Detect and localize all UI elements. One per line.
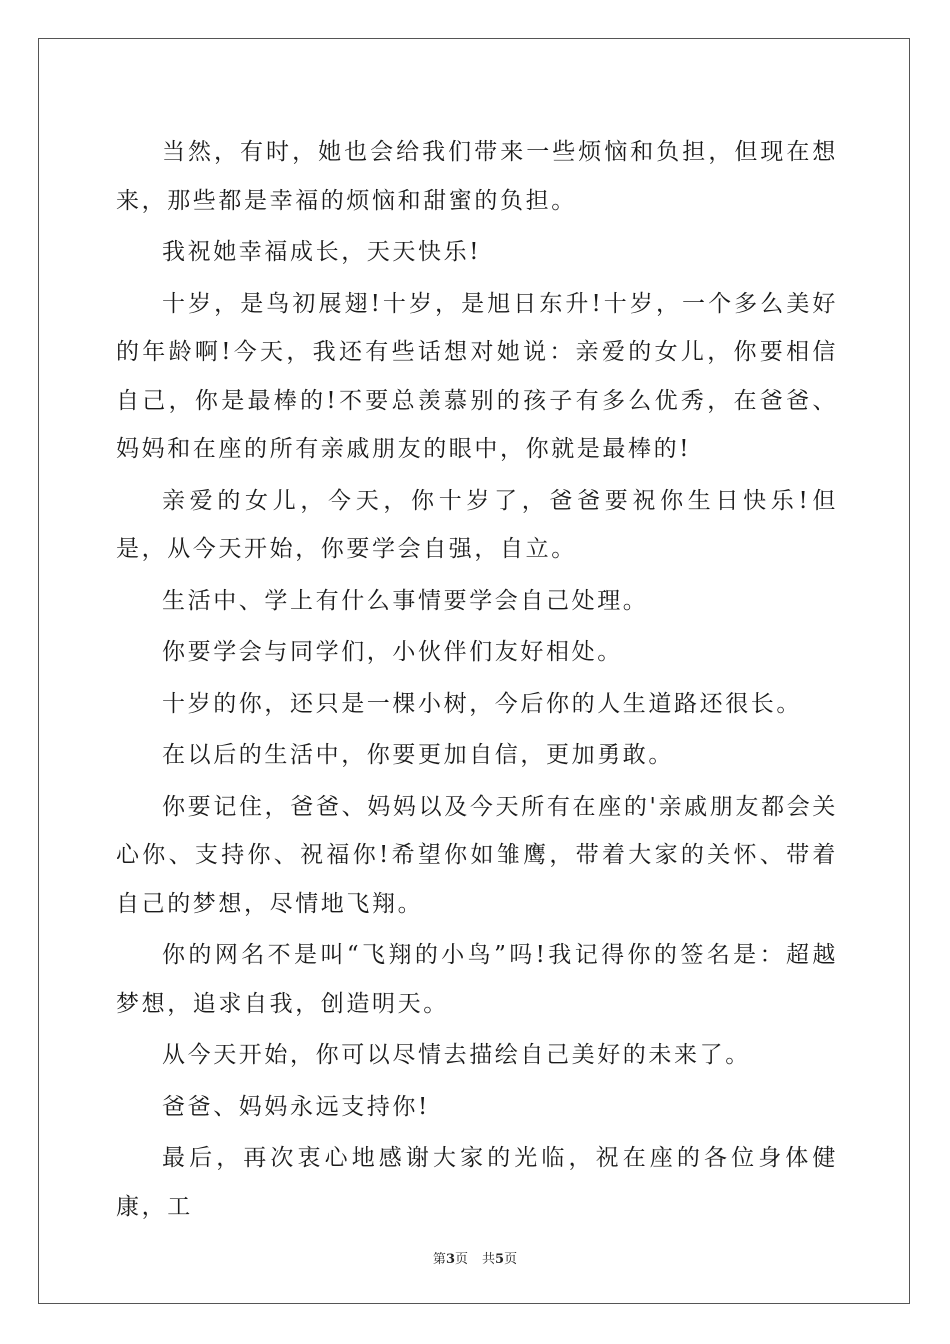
paragraph: 你要学会与同学们，小伙伴们友好相处。 (162, 639, 623, 665)
paragraph: 亲爱的女儿，今天，你十岁了，爸爸要祝你生日快乐!但是，从今天开始，你要学会自强，自立。 (116, 487, 838, 562)
paragraph: 十岁，是鸟初展翅!十岁，是旭日东升!十岁，一个多么美好的年龄啊!今天，我还有些话想对她说：亲爱的女儿，你要相信自己，你是最棒的!不要总羡慕别的孩子有多么优秀，在爸爸、妈妈和在座的所有亲戚朋友的眼中，你就是最棒的! (116, 290, 838, 462)
paragraph: 最后，再次衷心地感谢大家的光临，祝在座的各位身体健康，工 (116, 1145, 838, 1220)
paragraph: 爸爸、妈妈永远支持你! (162, 1093, 430, 1120)
paragraph: 当然，有时，她也会给我们带来一些烦恼和负担，但现在想来，那些都是幸福的烦恼和甜蜜的负担。 (116, 139, 838, 214)
paragraph: 在以后的生活中，你要更加自信，更加勇敢。 (162, 742, 674, 768)
document-body (116, 128, 838, 1234)
paragraph: 生活中、学上有什么事情要学会自己处理。 (162, 587, 649, 614)
total-page-number: 5 (495, 1252, 505, 1267)
paragraph: 你要记住，爸爸、妈妈以及今天所有在座的'亲戚朋友都会关心你、支持你、祝福你!希望你如雏鹰，带着大家的关怀、带着自己的梦想，尽情地飞翔。 (116, 793, 838, 917)
current-page-number: 3 (445, 1252, 455, 1267)
paragraph: 从今天开始，你可以尽情去描绘自己美好的未来了。 (162, 1042, 751, 1068)
paragraph: 十岁的你，还只是一棵小树，今后你的人生道路还很长。 (162, 690, 802, 717)
paragraph: 我祝她幸福成长，天天快乐! (162, 239, 482, 265)
paragraph: 你的网名不是叫“飞翔的小鸟”吗!我记得你的签名是：超越梦想，追求自我，创造明天。 (116, 942, 838, 1017)
page-footer (0, 1248, 950, 1267)
page-number-label: 第3页 (432, 1252, 468, 1267)
total-pages-label: 共5页 (482, 1252, 518, 1267)
